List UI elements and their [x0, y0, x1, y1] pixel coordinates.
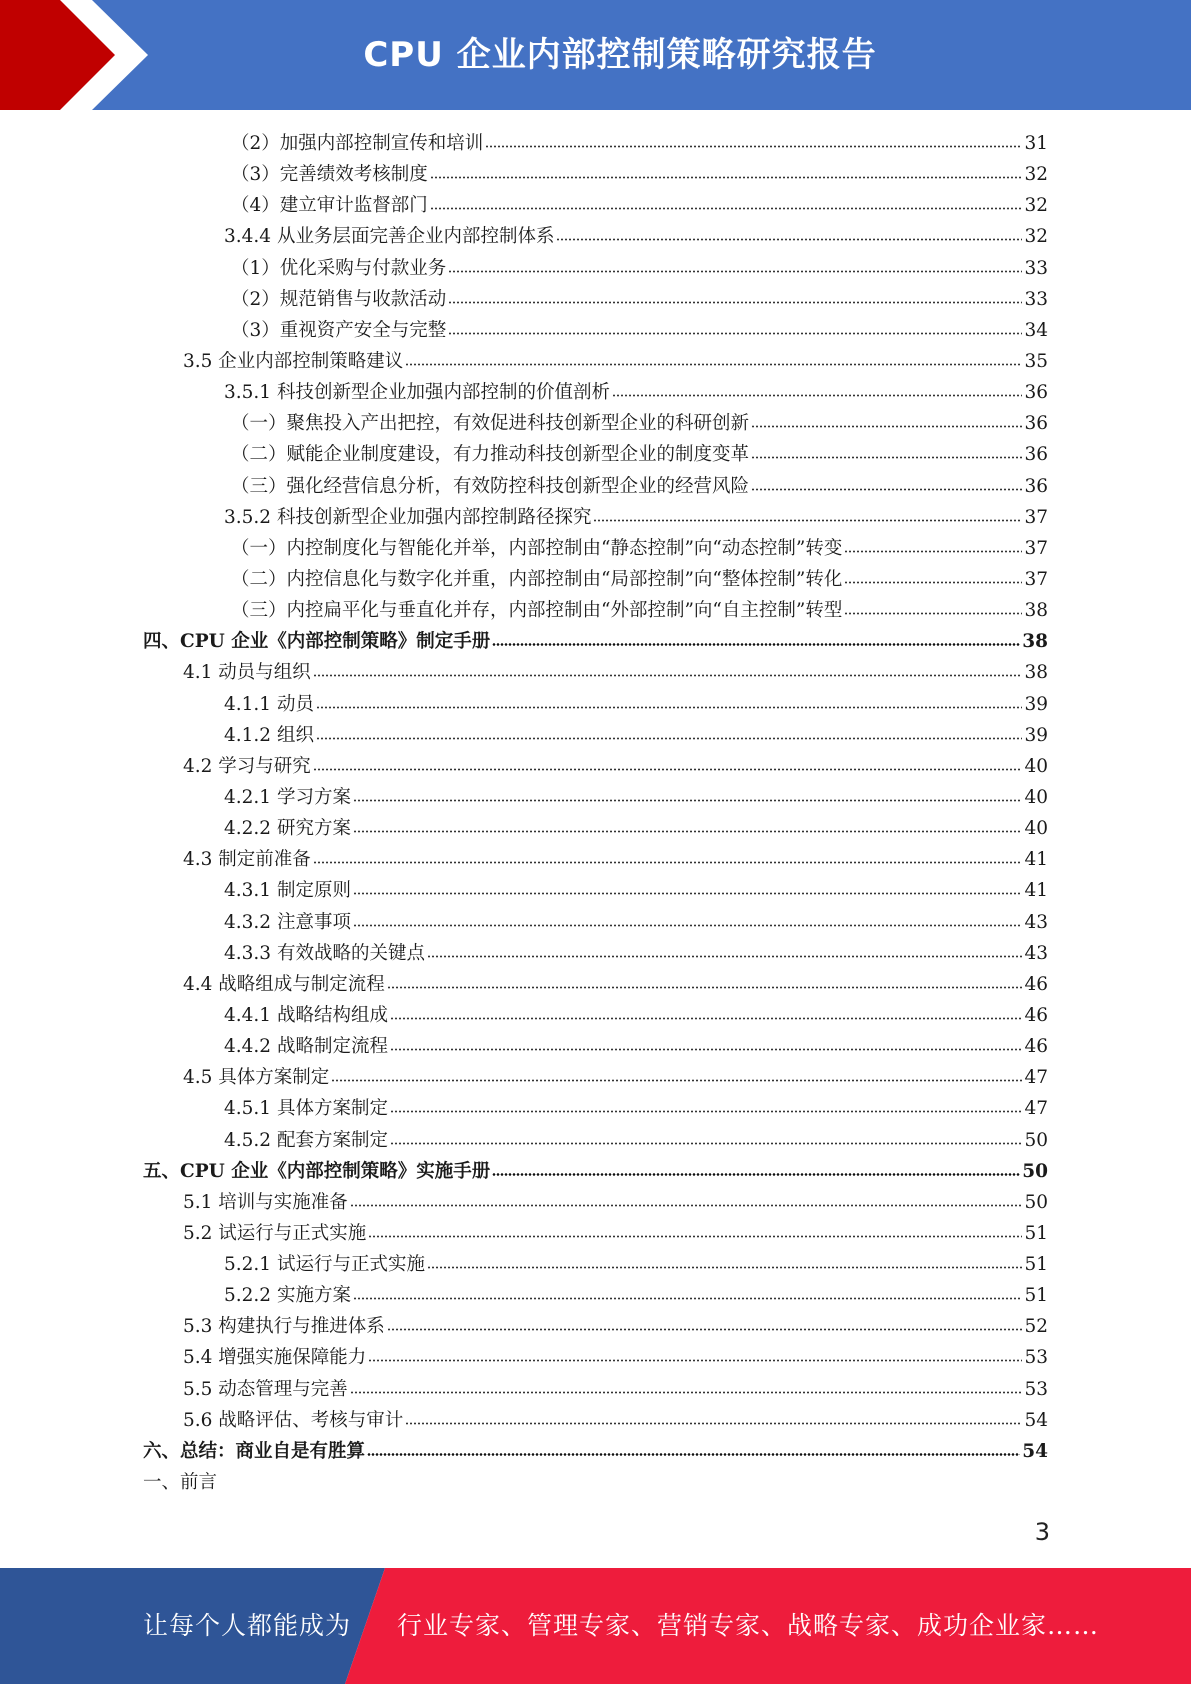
toc-entry-title: 4.1.1 动员	[224, 693, 314, 715]
toc-entry-page: 31	[1024, 133, 1048, 154]
toc-entry[interactable]	[143, 1000, 1048, 1031]
toc-entry[interactable]	[143, 875, 1048, 906]
toc-entry-page: 53	[1024, 1347, 1048, 1369]
toc-entry-page: 39	[1024, 724, 1048, 746]
toc-entry-title: 5.3 构建执行与推进体系	[183, 1316, 385, 1338]
toc-entry-title: （4）建立审计监督部门	[231, 195, 428, 217]
toc-dot-leader	[390, 1017, 1022, 1020]
toc-entry[interactable]	[143, 439, 1048, 470]
toc-dot-leader	[448, 332, 1022, 335]
toc-entry[interactable]	[143, 595, 1048, 626]
toc-entry-title: 4.3.1 制定原则	[224, 880, 351, 902]
toc-entry-page: 47	[1024, 1098, 1048, 1120]
table-of-contents	[143, 128, 1048, 1498]
toc-entry-page: 52	[1024, 1316, 1048, 1338]
toc-entry[interactable]	[143, 1156, 1048, 1187]
toc-entry-title: （三）强化经营信息分析，有效防控科技创新型企业的经营风险	[231, 475, 750, 497]
toc-dot-leader	[430, 176, 1023, 179]
toc-entry-title: （3）完善绩效考核制度	[231, 164, 428, 186]
toc-entry-page: 36	[1024, 382, 1048, 404]
toc-entry[interactable]	[143, 1436, 1048, 1467]
toc-entry-page: 54	[1022, 1440, 1048, 1462]
toc-entry-page: 43	[1024, 942, 1048, 964]
toc-entry-page: 36	[1024, 413, 1048, 435]
toc-entry-title: 5.6 战略评估、考核与审计	[183, 1409, 404, 1431]
toc-entry-page: 32	[1024, 164, 1048, 186]
toc-entry-title: 4.4.1 战略结构组成	[224, 1004, 388, 1026]
toc-dot-leader	[751, 488, 1022, 491]
toc-dot-leader	[368, 1235, 1022, 1238]
toc-entry[interactable]	[143, 221, 1048, 252]
toc-entry-title: 4.3 制定前准备	[183, 849, 311, 871]
toc-dot-leader	[331, 1079, 1022, 1082]
toc-entry[interactable]	[143, 689, 1048, 720]
toc-entry-title: （2）规范销售与收款活动	[231, 288, 447, 310]
toc-dot-leader	[405, 363, 1022, 366]
toc-dot-leader	[430, 207, 1023, 210]
toc-dot-leader	[387, 1328, 1023, 1331]
toc-entry[interactable]	[143, 1249, 1048, 1280]
toc-dot-leader	[367, 1453, 1020, 1456]
toc-entry[interactable]	[143, 751, 1048, 782]
toc-entry-page: 35	[1024, 350, 1048, 372]
toc-entry[interactable]	[143, 159, 1048, 190]
toc-entry-title: 5.2.1 试运行与正式实施	[224, 1254, 425, 1276]
toc-dot-leader	[368, 1359, 1022, 1362]
toc-entry[interactable]	[143, 502, 1048, 533]
toc-entry[interactable]	[143, 315, 1048, 346]
toc-dot-leader	[390, 1110, 1022, 1113]
toc-dot-leader	[313, 768, 1023, 771]
toc-entry-page: 41	[1024, 880, 1048, 902]
toc-entry[interactable]	[143, 1031, 1048, 1062]
toc-entry[interactable]	[143, 408, 1048, 439]
toc-dot-leader	[313, 674, 1023, 677]
toc-entry-page: 46	[1024, 973, 1048, 995]
toc-entry-page: 33	[1024, 288, 1048, 310]
toc-entry[interactable]	[143, 1280, 1048, 1311]
toc-entry-page: 46	[1024, 1036, 1048, 1058]
toc-entry[interactable]	[143, 1374, 1048, 1405]
toc-entry-title: 4.4 战略组成与制定流程	[183, 973, 385, 995]
toc-dot-leader	[427, 1266, 1022, 1269]
toc-dot-leader	[350, 1391, 1023, 1394]
toc-entry-title: （二）内控信息化与数字化并重，内部控制由“局部控制”向“整体控制”转化	[231, 568, 843, 590]
toc-dot-leader	[448, 301, 1022, 304]
toc-dot-leader	[353, 924, 1023, 927]
toc-entry-title: （二）赋能企业制度建设，有力推动科技创新型企业的制度变革	[231, 444, 750, 466]
toc-entry-title: 4.3.3 有效战略的关键点	[224, 942, 425, 964]
document-title: CPU 企业内部控制策略研究报告	[363, 35, 877, 75]
toc-dot-leader	[485, 145, 1022, 148]
toc-dot-leader	[390, 1142, 1022, 1145]
toc-entry[interactable]	[143, 969, 1048, 1000]
toc-entry-page: 32	[1024, 226, 1048, 248]
toc-entry[interactable]	[143, 1125, 1048, 1156]
toc-entry-page: 54	[1024, 1409, 1048, 1431]
toc-dot-leader	[593, 519, 1022, 522]
toc-dot-leader	[353, 799, 1023, 802]
toc-entry-title: 3.4.4 从业务层面完善企业内部控制体系	[224, 226, 555, 248]
toc-dot-leader	[492, 643, 1020, 646]
toc-entry-title: 4.1 动员与组织	[183, 662, 311, 684]
toc-entry-title: 4.2 学习与研究	[183, 755, 311, 777]
toc-entry-title: 5.1 培训与实施准备	[183, 1191, 348, 1213]
toc-entry-title: （一）聚焦投入产出把控，有效促进科技创新型企业的科研创新	[231, 413, 750, 435]
toc-entry-title: （一）内控制度化与智能化并举，内部控制由“静态控制”向“动态控制”转变	[231, 537, 843, 559]
toc-entry-title: 5.2.2 实施方案	[224, 1285, 351, 1307]
toc-dot-leader	[448, 270, 1022, 273]
toc-entry-page: 33	[1024, 257, 1048, 279]
toc-dot-leader	[751, 425, 1022, 428]
toc-dot-leader	[316, 706, 1023, 709]
toc-entry-title: 4.5.2 配套方案制定	[224, 1129, 388, 1151]
toc-entry-page: 39	[1024, 693, 1048, 715]
toc-entry-title: 4.1.2 组织	[224, 724, 314, 746]
toc-entry-page: 47	[1024, 1067, 1048, 1089]
toc-entry-page: 38	[1024, 600, 1048, 622]
toc-dot-leader	[390, 1048, 1022, 1051]
toc-entry-page: 37	[1024, 506, 1048, 528]
toc-dot-leader	[350, 1204, 1023, 1207]
toc-entry-page: 51	[1024, 1222, 1048, 1244]
toc-entry[interactable]	[143, 844, 1048, 875]
toc-entry-title: 3.5.1 科技创新型企业加强内部控制的价值剖析	[224, 382, 610, 404]
toc-entry-page: 43	[1024, 911, 1048, 933]
toc-entry[interactable]	[143, 1405, 1048, 1436]
toc-entry-title: 六、总结：商业自是有胜算	[143, 1440, 366, 1462]
toc-dot-leader	[556, 238, 1022, 241]
toc-dot-leader	[844, 581, 1022, 584]
toc-entry[interactable]	[143, 1311, 1048, 1342]
toc-entry[interactable]	[143, 284, 1048, 315]
toc-dot-leader	[405, 1422, 1022, 1425]
toc-entry[interactable]	[143, 1218, 1048, 1249]
toc-entry-page: 32	[1024, 195, 1048, 217]
toc-entry[interactable]	[143, 128, 1048, 159]
toc-entry-title: 4.2.1 学习方案	[224, 786, 351, 808]
toc-dot-leader	[427, 955, 1022, 958]
toc-entry-title: 3.5 企业内部控制策略建议	[183, 350, 404, 372]
toc-entry[interactable]	[143, 782, 1048, 813]
toc-entry-page: 50	[1024, 1129, 1048, 1151]
toc-dot-leader	[751, 456, 1022, 459]
toc-entry[interactable]	[143, 1093, 1048, 1124]
toc-entry-title: （三）内控扁平化与垂直化并存，内部控制由“外部控制”向“自主控制”转型	[231, 600, 843, 622]
page-footer	[0, 1568, 1191, 1684]
footer-slogan-left: 让每个人都能成为	[143, 1611, 352, 1640]
toc-dot-leader	[353, 1297, 1023, 1300]
toc-entry[interactable]	[143, 626, 1048, 657]
toc-dot-leader	[387, 986, 1023, 989]
toc-entry-page: 40	[1024, 755, 1048, 777]
toc-entry-page: 37	[1024, 568, 1048, 590]
toc-entry-page: 38	[1024, 662, 1048, 684]
toc-entry[interactable]	[143, 564, 1048, 595]
toc-entry[interactable]	[143, 377, 1048, 408]
toc-entry-title: 四、CPU 企业《内部控制策略》制定手册	[143, 631, 491, 653]
toc-entry-title: 4.5.1 具体方案制定	[224, 1098, 388, 1120]
toc-dot-leader	[844, 550, 1022, 553]
toc-entry-page: 36	[1024, 475, 1048, 497]
toc-dot-leader	[612, 394, 1022, 397]
toc-dot-leader	[316, 737, 1023, 740]
toc-entry-page: 38	[1022, 631, 1048, 653]
toc-entry-page: 53	[1024, 1378, 1048, 1400]
toc-entry[interactable]	[143, 1342, 1048, 1373]
toc-entry-title: 5.4 增强实施保障能力	[183, 1347, 367, 1369]
toc-entry[interactable]	[143, 346, 1048, 377]
toc-entry-title: （1）优化采购与付款业务	[231, 257, 447, 279]
toc-entry[interactable]	[143, 720, 1048, 751]
toc-entry-page: 36	[1024, 444, 1048, 466]
toc-entry-page: 34	[1024, 319, 1048, 341]
toc-entry[interactable]	[143, 533, 1048, 564]
page-number: 3	[1034, 1518, 1050, 1546]
toc-entry-title: 4.4.2 战略制定流程	[224, 1036, 388, 1058]
toc-entry[interactable]	[143, 1467, 1048, 1498]
toc-entry[interactable]	[143, 253, 1048, 284]
toc-entry-title: （2）加强内部控制宣传和培训	[231, 133, 484, 154]
page-header	[0, 0, 1191, 110]
toc-entry-page: 51	[1024, 1254, 1048, 1276]
toc-entry-page: 41	[1024, 849, 1048, 871]
toc-entry[interactable]	[143, 1187, 1048, 1218]
toc-entry-page: 50	[1022, 1160, 1048, 1182]
toc-entry-title: 5.2 试运行与正式实施	[183, 1222, 367, 1244]
toc-entry-page: 50	[1024, 1191, 1048, 1213]
toc-dot-leader	[844, 612, 1022, 615]
toc-entry[interactable]	[143, 813, 1048, 844]
toc-entry-page: 40	[1024, 786, 1048, 808]
toc-entry-page: 51	[1024, 1285, 1048, 1307]
toc-dot-leader	[353, 830, 1023, 833]
toc-entry[interactable]	[143, 938, 1048, 969]
toc-entry-title: 4.5 具体方案制定	[183, 1067, 330, 1089]
toc-entry-title: 5.5 动态管理与完善	[183, 1378, 348, 1400]
toc-dot-leader	[353, 892, 1023, 895]
toc-entry-title: 一、前言	[143, 1472, 218, 1494]
toc-entry-title: 4.2.2 研究方案	[224, 818, 351, 840]
toc-entry-page: 37	[1024, 537, 1048, 559]
toc-entry[interactable]	[143, 190, 1048, 221]
toc-entry-title: 3.5.2 科技创新型企业加强内部控制路径探究	[224, 506, 592, 528]
toc-entry[interactable]	[143, 1062, 1048, 1093]
toc-entry[interactable]	[143, 907, 1048, 938]
toc-dot-leader	[313, 861, 1023, 864]
toc-entry-page: 46	[1024, 1004, 1048, 1026]
toc-entry[interactable]	[143, 657, 1048, 688]
footer-slogan-right: 行业专家、管理专家、营销专家、战略专家、成功企业家……	[397, 1611, 1100, 1640]
toc-entry[interactable]	[143, 471, 1048, 502]
toc-entry-title: 五、CPU 企业《内部控制策略》实施手册	[143, 1160, 491, 1182]
toc-entry-title: （3）重视资产安全与完整	[231, 319, 447, 341]
toc-entry-page: 40	[1024, 818, 1048, 840]
toc-dot-leader	[492, 1173, 1020, 1176]
toc-entry-title: 4.3.2 注意事项	[224, 911, 351, 933]
